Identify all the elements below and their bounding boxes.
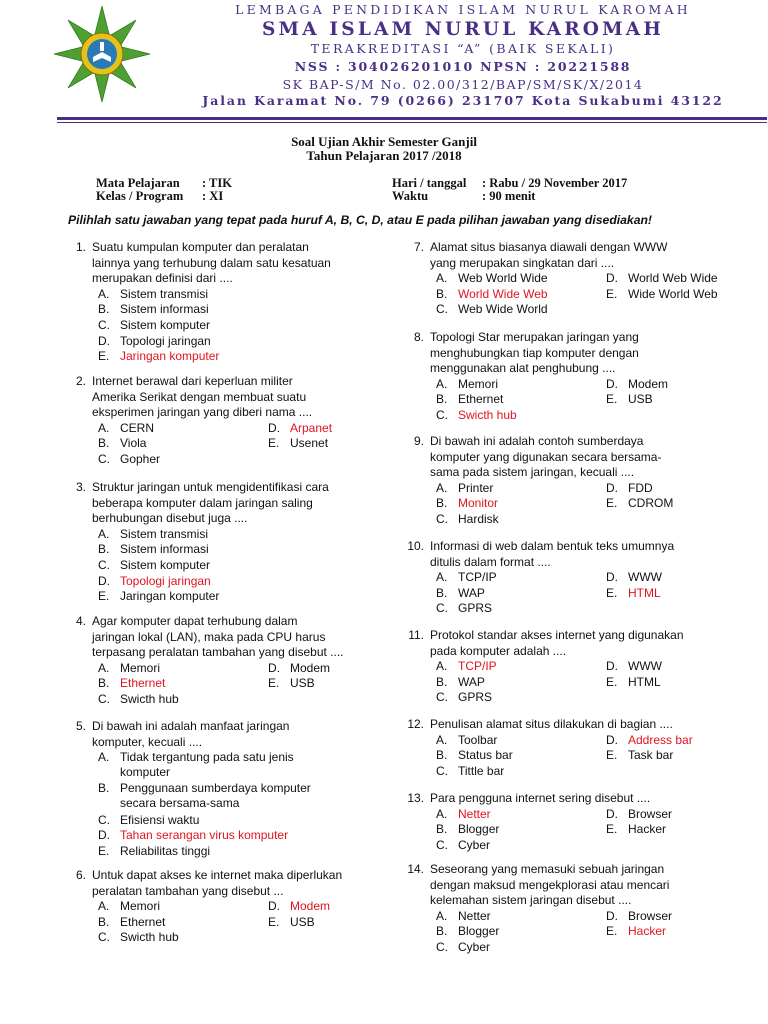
- academic-year: Tahun Pelajaran 2017 /2018: [306, 148, 462, 163]
- header-divider-thin: [57, 122, 767, 123]
- option-text: TCP/IP: [458, 570, 497, 585]
- option-letter: D.: [268, 899, 280, 914]
- school-name: SMA ISLAM NURUL KAROMAH: [261, 19, 664, 40]
- question-stem-line: Untuk dapat akses ke internet maka diperlukan: [92, 868, 343, 882]
- question-stem-line: kelemahan sistem jaringan disebut ....: [430, 893, 632, 908]
- option-text: Netter: [458, 908, 491, 923]
- option-text: Web World Wide: [458, 271, 548, 286]
- date-label: Hari / tanggal: [392, 176, 467, 190]
- question-stem-line: peralatan tambahan yang disebut ...: [92, 883, 284, 898]
- option-letter: A.: [436, 908, 448, 923]
- option-text: WWW: [628, 570, 662, 585]
- question-stem: [92, 240, 331, 287]
- question-stem: [92, 614, 344, 661]
- option-letter: B.: [98, 914, 110, 929]
- option-letter: D.: [606, 376, 618, 391]
- question-number: 4.: [75, 614, 86, 628]
- option-text: Tidak tergantung pada satu jenis: [120, 750, 294, 765]
- question-number: 5.: [75, 719, 86, 733]
- question-stem: [92, 719, 289, 750]
- question-stem: [92, 374, 312, 421]
- option-text: Tittle bar: [458, 763, 505, 778]
- question-number: 3.: [75, 480, 86, 494]
- question-stem: [430, 791, 650, 807]
- question-stem-line: menghubungkan tiap komputer dengan: [430, 345, 639, 360]
- answer-option-d[interactable]: [98, 334, 211, 349]
- instruction: Pilihlah satu jawaban yang tepat pada huruf A, B, C, D, atau E pada pilihan jawaban yang disediakan!: [68, 213, 652, 227]
- option-letter: E.: [268, 676, 280, 691]
- answer-option-e[interactable]: [98, 589, 219, 604]
- option-text: Sistem informasi: [120, 542, 209, 557]
- option-text: Modem: [628, 376, 669, 391]
- answer-option-a[interactable]: [436, 659, 497, 674]
- option-letter: A.: [98, 286, 110, 301]
- answer-option-b[interactable]: [436, 496, 498, 511]
- question-stem-line: Struktur jaringan untuk mengidentifikasi cara: [92, 480, 329, 494]
- school-emblem-icon: [52, 4, 152, 104]
- question-stem-line: Amerika Serikat dengan membuat suatu: [92, 389, 307, 404]
- option-letter: A.: [436, 480, 448, 495]
- option-text: Wide World Web: [628, 286, 718, 301]
- option-text: Ethernet: [458, 392, 504, 407]
- option-text: Memori: [120, 899, 161, 914]
- letterhead: [0, 0, 768, 122]
- answer-option-d[interactable]: [606, 807, 672, 822]
- option-text: Toolbar: [458, 732, 498, 747]
- question-stem-line: lainnya yang terhubung dalam satu kesatuan: [92, 255, 331, 270]
- answer-option-a[interactable]: [436, 909, 491, 924]
- option-letter: C.: [98, 452, 110, 466]
- option-letter: C.: [98, 692, 110, 706]
- answer-option-a[interactable]: [436, 481, 493, 496]
- answer-option-b[interactable]: [98, 302, 209, 317]
- option-text: Swicth hub: [458, 408, 517, 422]
- option-text: Viola: [120, 436, 147, 451]
- option-text-continued: secara bersama-sama: [120, 796, 240, 811]
- option-letter: B.: [98, 676, 110, 691]
- option-text: Browser: [628, 908, 673, 923]
- option-letter: C.: [436, 763, 448, 778]
- option-text: Browser: [628, 806, 673, 821]
- option-letter: D.: [606, 732, 618, 747]
- answer-option-e[interactable]: [606, 392, 653, 407]
- answer-option-c[interactable]: [98, 813, 199, 828]
- answer-option-c[interactable]: [436, 940, 490, 955]
- option-text: Penggunaan sumberdaya komputer: [120, 781, 311, 796]
- question-stem-line: Suatu kumpulan komputer dan peralatan: [92, 240, 309, 254]
- option-letter: A.: [436, 659, 448, 674]
- option-text: Ethernet: [120, 676, 166, 691]
- question-number: 13.: [407, 791, 424, 805]
- answer-option-b[interactable]: [98, 915, 165, 930]
- answer-option-d[interactable]: [606, 377, 668, 392]
- option-letter: E.: [606, 392, 618, 407]
- date-value: : Rabu / 29 November 2017: [482, 176, 628, 190]
- option-letter: C.: [436, 690, 448, 705]
- option-text: WWW: [628, 659, 662, 674]
- answer-option-c[interactable]: [436, 838, 490, 853]
- option-text: Hacker: [628, 924, 667, 939]
- answer-option-b[interactable]: [436, 748, 513, 763]
- answer-option-d[interactable]: [268, 421, 332, 436]
- option-letter: C.: [98, 812, 110, 827]
- option-letter: E.: [606, 924, 618, 939]
- question-stem: [430, 628, 684, 659]
- question-stem-line: komputer yang digunakan secara bersama-: [430, 449, 662, 464]
- question-5: [60, 719, 400, 859]
- question-stem: [430, 240, 667, 271]
- option-text: USB: [290, 914, 315, 929]
- answer-option-c[interactable]: [436, 601, 492, 616]
- option-letter: D.: [98, 828, 110, 843]
- option-text: Sistem informasi: [120, 302, 209, 317]
- question-stem: [92, 480, 329, 527]
- foundation-name: LEMBAGA PENDIDIKAN ISLAM NURUL KAROMAH: [235, 2, 691, 17]
- option-letter: E.: [606, 585, 618, 600]
- option-letter: B.: [98, 781, 110, 796]
- option-letter: C.: [436, 512, 448, 526]
- option-letter: A.: [436, 806, 448, 821]
- answer-option-e[interactable]: [606, 675, 661, 690]
- answer-option-a[interactable]: [98, 421, 154, 436]
- answer-option-d[interactable]: [606, 271, 718, 286]
- time-value: : 90 menit: [482, 189, 536, 203]
- nss-npsn: NSS : 304026201010 NPSN : 20221588: [294, 59, 632, 74]
- option-text: USB: [290, 676, 315, 691]
- option-text: Usenet: [290, 436, 329, 451]
- answer-option-d[interactable]: [606, 659, 662, 674]
- option-text: TCP/IP: [458, 659, 497, 674]
- answer-option-d[interactable]: [268, 899, 330, 914]
- question-stem-line: jaringan lokal (LAN), maka pada CPU harus: [92, 629, 326, 644]
- answer-option-d[interactable]: [268, 661, 330, 676]
- question-stem-line: Seseorang yang memasuki sebuah jaringan: [430, 862, 665, 876]
- option-letter: D.: [606, 480, 618, 495]
- option-text: Topologi jaringan: [120, 333, 211, 348]
- answer-option-d[interactable]: [606, 733, 693, 748]
- question-number: 11.: [408, 628, 424, 642]
- answer-option-b[interactable]: [436, 924, 499, 939]
- class-value: : XI: [202, 189, 224, 203]
- answer-option-a[interactable]: [436, 377, 498, 392]
- option-text-continued: komputer: [120, 765, 171, 780]
- answer-option-e[interactable]: [606, 748, 673, 763]
- question-stem-line: Informasi di web dalam bentuk teks umumnya: [430, 539, 675, 553]
- question-number: 10.: [407, 539, 424, 553]
- answer-option-c[interactable]: [98, 930, 179, 945]
- option-letter: D.: [606, 570, 618, 585]
- option-text: Task bar: [628, 748, 674, 763]
- option-letter: E.: [606, 286, 618, 301]
- option-text: Topologi jaringan: [120, 573, 211, 588]
- option-text: Status bar: [458, 748, 513, 763]
- option-letter: C.: [436, 940, 448, 954]
- question-stem-line: pada komputer adalah ....: [430, 643, 567, 658]
- option-text: World Wide Web: [458, 286, 548, 301]
- option-text: CERN: [120, 420, 155, 435]
- answer-option-a[interactable]: [98, 527, 208, 542]
- question-stem-line: dengan maksud mengekplorasi atau mencari: [430, 877, 670, 892]
- answer-option-b[interactable]: [98, 676, 165, 691]
- option-text: Swicth hub: [120, 692, 179, 706]
- answer-option-a[interactable]: [436, 271, 548, 286]
- question-stem-line: beberapa komputer dalam jaringan saling: [92, 495, 313, 510]
- option-text: Hardisk: [458, 512, 499, 526]
- option-text: Gopher: [120, 452, 161, 466]
- option-letter: B.: [436, 822, 448, 837]
- option-text: Efisiensi waktu: [120, 812, 200, 827]
- subject-label: Mata Pelajaran: [96, 176, 180, 190]
- question-stem: [430, 717, 673, 733]
- option-letter: B.: [98, 436, 110, 451]
- option-text: Blogger: [458, 924, 500, 939]
- question-stem: [430, 434, 661, 481]
- answer-option-a[interactable]: [98, 750, 294, 780]
- option-text: Arpanet: [290, 420, 333, 435]
- answer-option-d[interactable]: [98, 574, 211, 589]
- answer-option-e[interactable]: [268, 676, 315, 691]
- option-letter: E.: [606, 496, 618, 511]
- option-letter: B.: [436, 585, 448, 600]
- answer-option-e[interactable]: [268, 436, 328, 451]
- option-text: Memori: [458, 376, 499, 391]
- question-stem-line: Protokol standar akses internet yang digunakan: [430, 628, 684, 642]
- option-letter: E.: [606, 748, 618, 763]
- option-letter: D.: [268, 420, 280, 435]
- question-stem-line: yang merupakan singkatan dari ....: [430, 255, 615, 270]
- option-letter: B.: [436, 674, 448, 689]
- option-text: Netter: [458, 806, 491, 821]
- answer-option-a[interactable]: [98, 899, 160, 914]
- option-text: GPRS: [458, 601, 493, 616]
- question-stem-line: terpasang peralatan tambahan yang disebut ....: [92, 645, 344, 660]
- option-letter: A.: [98, 420, 110, 435]
- option-text: Jaringan komputer: [120, 349, 220, 364]
- answer-option-e[interactable]: [268, 915, 315, 930]
- answer-option-e[interactable]: [606, 924, 666, 939]
- option-text: Swicth hub: [120, 930, 179, 945]
- option-letter: A.: [436, 732, 448, 747]
- question-stem-line: sama pada sistem jaringan, kecuali ....: [430, 465, 635, 480]
- option-letter: C.: [436, 302, 448, 317]
- sk-number: SK BAP-S/M No. 02.00/312/BAP/SM/SK/X/2014: [282, 77, 644, 92]
- question-14: [398, 862, 738, 1002]
- option-letter: D.: [606, 908, 618, 923]
- option-text: WAP: [458, 674, 485, 689]
- option-letter: D.: [268, 660, 280, 675]
- option-text: FDD: [628, 480, 653, 495]
- answer-option-d[interactable]: [606, 909, 672, 924]
- question-number: 1.: [75, 240, 86, 254]
- question-stem: [430, 862, 669, 909]
- subject-value: : TIK: [202, 176, 232, 190]
- option-letter: E.: [606, 822, 618, 837]
- option-letter: D.: [98, 333, 110, 348]
- option-text: Memori: [120, 660, 161, 675]
- answer-option-d[interactable]: [606, 570, 662, 585]
- answer-option-e[interactable]: [98, 349, 219, 364]
- question-stem-line: Topologi Star merupakan jaringan yang: [430, 330, 639, 344]
- question-1: [60, 240, 400, 380]
- option-letter: E.: [606, 674, 618, 689]
- answer-option-a[interactable]: [436, 570, 497, 585]
- question-stem: [430, 330, 639, 377]
- option-letter: B.: [436, 924, 448, 939]
- option-letter: E.: [98, 589, 110, 604]
- answer-option-b[interactable]: [436, 392, 503, 407]
- option-text: Cyber: [458, 940, 491, 954]
- answer-option-c[interactable]: [436, 302, 548, 317]
- question-stem-line: komputer, kecuali ....: [92, 734, 203, 749]
- option-text: Sistem transmisi: [120, 526, 209, 541]
- time-label: Waktu: [392, 189, 429, 203]
- option-letter: A.: [436, 271, 448, 286]
- option-letter: B.: [436, 392, 448, 407]
- option-letter: C.: [436, 601, 448, 616]
- answer-option-e[interactable]: [606, 496, 673, 511]
- question-stem-line: ditulis dalam format ....: [430, 554, 551, 569]
- answer-option-b[interactable]: [436, 586, 485, 601]
- question-number: 9.: [413, 434, 424, 448]
- option-letter: C.: [98, 558, 110, 572]
- option-text: Modem: [290, 660, 331, 675]
- question-stem-line: berhubungan disebut juga ....: [92, 511, 248, 526]
- answer-option-c[interactable]: [98, 318, 210, 333]
- option-letter: C.: [98, 318, 110, 332]
- answer-option-a[interactable]: [436, 807, 491, 822]
- option-text: HTML: [628, 674, 661, 689]
- answer-option-c[interactable]: [98, 452, 160, 467]
- option-text: Printer: [458, 480, 494, 495]
- answer-option-e[interactable]: [606, 586, 661, 601]
- option-text: WAP: [458, 585, 485, 600]
- header-divider: [57, 117, 767, 120]
- option-text: Hacker: [628, 822, 667, 837]
- question-stem-line: Agar komputer dapat terhubung dalam: [92, 614, 298, 628]
- option-letter: D.: [606, 659, 618, 674]
- option-text: Sistem komputer: [120, 558, 211, 572]
- question-number: 14.: [407, 862, 424, 876]
- option-letter: E.: [268, 436, 280, 451]
- class-label: Kelas / Program: [96, 189, 184, 203]
- question-3: [60, 480, 400, 620]
- option-text: Cyber: [458, 837, 491, 852]
- option-text: USB: [628, 392, 653, 407]
- answer-option-b[interactable]: [98, 436, 146, 451]
- school-address: Jalan Karamat No. 79 (0266) 231707 Kota Sukabumi 43122: [202, 93, 724, 108]
- option-letter: C.: [436, 837, 448, 852]
- answer-option-b[interactable]: [436, 822, 499, 837]
- answer-option-c[interactable]: [436, 690, 492, 705]
- exam-title: Soal Ujian Akhir Semester Ganjil: [291, 134, 477, 149]
- option-text: Modem: [290, 899, 331, 914]
- question-stem-line: Penulisan alamat situs dilakukan di bagian ....: [430, 717, 673, 731]
- question-stem-line: Alamat situs biasanya diawali dengan WWW: [430, 240, 668, 254]
- question-number: 12.: [407, 717, 424, 731]
- option-letter: C.: [98, 930, 110, 945]
- answer-option-c[interactable]: [436, 408, 517, 423]
- answer-option-e[interactable]: [606, 822, 666, 837]
- option-letter: A.: [98, 526, 110, 541]
- option-letter: E.: [98, 843, 110, 858]
- answer-option-b[interactable]: [436, 287, 548, 302]
- option-letter: A.: [436, 376, 448, 391]
- answer-option-c[interactable]: [98, 558, 210, 573]
- option-letter: A.: [98, 660, 110, 675]
- question-6: [60, 868, 400, 1008]
- option-letter: A.: [98, 899, 110, 914]
- option-letter: B.: [98, 302, 110, 317]
- answer-option-c[interactable]: [436, 764, 504, 779]
- option-letter: B.: [436, 748, 448, 763]
- question-stem: [430, 539, 674, 570]
- question-stem-line: Di bawah ini adalah manfaat jaringan: [92, 719, 290, 733]
- option-letter: E.: [268, 914, 280, 929]
- option-text: HTML: [628, 585, 661, 600]
- option-text: Monitor: [458, 496, 499, 511]
- option-text: GPRS: [458, 690, 493, 705]
- answer-option-e[interactable]: [98, 844, 210, 859]
- option-text: Ethernet: [120, 914, 166, 929]
- answer-option-d[interactable]: [98, 828, 288, 843]
- option-text: Sistem komputer: [120, 318, 211, 332]
- question-stem-line: menggunakan alat penghubung ....: [430, 361, 616, 376]
- option-letter: B.: [98, 542, 110, 557]
- accreditation: TERAKREDITASI “A” (BAIK SEKALI): [310, 41, 616, 56]
- question-stem-line: merupakan definisi dari ....: [92, 271, 233, 286]
- answer-option-c[interactable]: [98, 692, 179, 707]
- option-text: Jaringan komputer: [120, 589, 220, 604]
- option-letter: D.: [606, 271, 618, 286]
- answer-option-a[interactable]: [436, 733, 497, 748]
- option-text: World Web Wide: [628, 271, 718, 286]
- option-letter: E.: [98, 349, 110, 364]
- question-number: 8.: [413, 330, 424, 344]
- option-letter: D.: [98, 573, 110, 588]
- option-letter: A.: [436, 570, 448, 585]
- question-number: 6.: [75, 868, 86, 882]
- answer-option-b[interactable]: [436, 675, 485, 690]
- answer-option-e[interactable]: [606, 287, 718, 302]
- question-stem-line: Di bawah ini adalah contoh sumberdaya: [430, 434, 644, 448]
- option-text: Blogger: [458, 822, 500, 837]
- option-letter: D.: [606, 806, 618, 821]
- question-number: 2.: [75, 374, 86, 388]
- option-text: Web Wide World: [458, 302, 548, 317]
- answer-option-a[interactable]: [98, 287, 208, 302]
- question-stem-line: Internet berawal dari keperluan militer: [92, 374, 293, 388]
- answer-option-b[interactable]: [98, 781, 311, 811]
- option-letter: B.: [436, 496, 448, 511]
- question-stem-line: Para pengguna internet sering disebut ....: [430, 791, 651, 805]
- option-text: Reliabilitas tinggi: [120, 843, 211, 858]
- option-text: Tahan serangan virus komputer: [120, 828, 289, 843]
- option-letter: B.: [436, 286, 448, 301]
- question-stem: [92, 868, 342, 899]
- answer-option-d[interactable]: [606, 481, 653, 496]
- option-letter: C.: [436, 408, 448, 422]
- option-text: Address bar: [628, 732, 693, 747]
- answer-option-a[interactable]: [98, 661, 160, 676]
- option-text: CDROM: [628, 496, 674, 511]
- answer-option-c[interactable]: [436, 512, 499, 527]
- option-text: Sistem transmisi: [120, 286, 209, 301]
- answer-option-b[interactable]: [98, 542, 209, 557]
- question-number: 7.: [413, 240, 424, 254]
- option-letter: A.: [98, 750, 110, 765]
- question-stem-line: eksperimen jaringan yang diberi nama ....: [92, 405, 313, 420]
